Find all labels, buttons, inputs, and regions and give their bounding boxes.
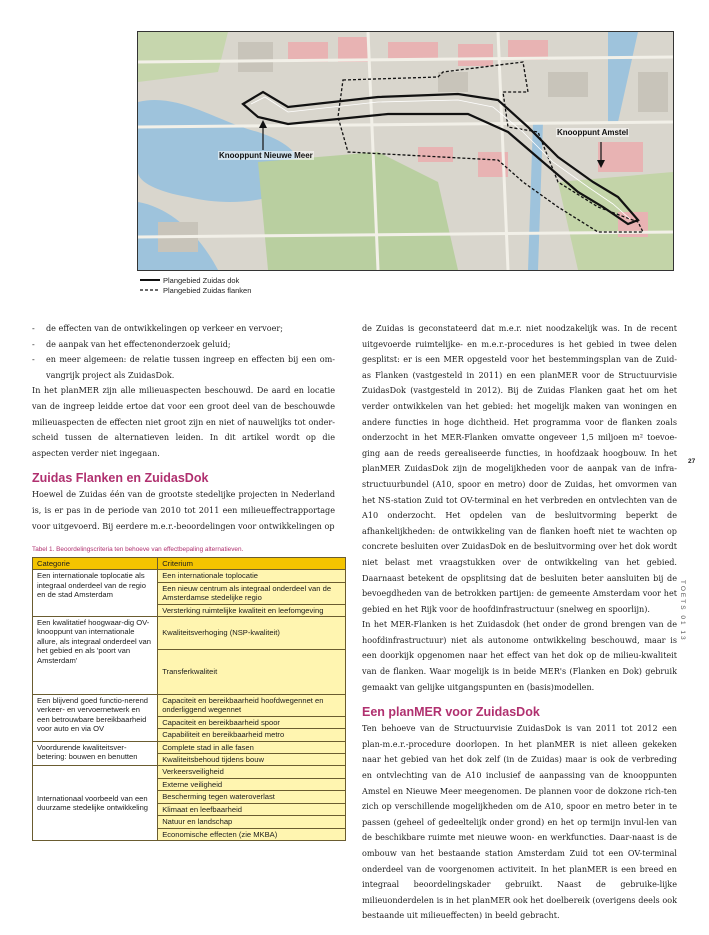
paragraph-split: de Zuidas is geconstateerd dat m.e.r. niet noodzakelijk was. In de recent uitgevoerde ruimtelijke- en m.e.r.-procedures is het gebied in twee delen gesplitst: er is een MER opgesteld voor het bestemmingsplan van de Zuid-as Flanken (vastgesteld in 2011) en een planMER voor de Structuurvisie ZuidasDok (vastgesteld in 2012). Bij de Zuidas Flanken gaat het om het verder ontwikkelen van het gebied: het mogelijk maken van woningen en andere functies in hoge dichtheid. Het programma voor de flanken zoals onderzocht in het MER-Flanken omvatte ongeveer 1,5 miljoen m² toevoe-ging aan de reeds gerealiseerde functies, in hoofdzaak hoogbouw. In het planMER ZuidasDok zijn de mogelijkheden voor de aanpak van de infra-structuurbundel (A10, spoor en metro) door de Zuidas, het omvormen van het NS-station Zuid tot OV-terminal en het verbreden en ontvlechten van de A10 onderzocht. Het opdelen van de besluitvorming beperkt de afhankelijkheden: de ontwikkeling van de flanken hoeft niet te wachten op concrete besluiten over ZuidasDok en de besluitvorming over het dok wordt niet belast met vraagstukken over de ontwikkeling van het gebied. Daarnaast betekent de opsplitsing dat de besluiten beter aansluiten bij de bevoegdheden van de betrokken partijen: de gemeente Amsterdam voor het gebied en het Rijk voor de hoofdinfrastructuur (snelweg en spoorlijn).: [362, 323, 677, 614]
table-row: [33, 617, 346, 650]
table-row: [33, 766, 346, 778]
paragraph-aspects: In het planMER zijn alle milieuaspecten beschouwd. De aard en locatie van de ingreep leidde ertoe dat voor een groot deel van de beschouwde milieuaspecten de effecten niet groot zijn en niet of nauwelijks tot onder-scheid tussen de alternatieven leiden. In dit artikel wordt op die aspecten verder niet ingegaan.: [32, 385, 335, 458]
criterion-cell: Kwaliteitsbehoud tijdens bouw: [158, 754, 346, 766]
bullet-item: - de aanpak van het effectenonderzoek geluid;: [32, 337, 335, 353]
bullet-item: - de effecten van de ontwikkelingen op verkeer en vervoer;: [32, 321, 335, 337]
bullet-item: - en meer algemeen: de relatie tussen ingreep en effecten bij een om-vangrijk project als ZuidasDok.: [32, 352, 335, 383]
criterion-cell: Capaciteit en bereikbaarheid spoor: [158, 716, 346, 728]
table-row: [33, 741, 346, 753]
solid-line-swatch: [140, 277, 160, 283]
table-header-row: [33, 558, 346, 570]
bullet-text: en meer algemeen: de relatie tussen ingreep en effecten bij een om-vangrijk project als ZuidasDok.: [46, 354, 335, 380]
criterion-cell: Kwaliteitsverhoging (NSP-kwaliteit): [158, 617, 346, 650]
dashed-line-swatch: [140, 287, 160, 293]
category-cell: Internationaal voorbeeld van een duurzame stedelijke ontwikkeling: [33, 766, 158, 840]
map-legend: [140, 275, 251, 295]
criterion-cell: Versterking ruimtelijke kwaliteit en leefomgeving: [158, 604, 346, 616]
bullet-text: de effecten van de ontwikkelingen op verkeer en vervoer;: [46, 323, 283, 333]
criterion-cell: Capabiliteit en bereikbaarheid metro: [158, 729, 346, 741]
left-column: [32, 321, 335, 534]
header-criterium: Criterium: [158, 558, 346, 570]
bullet-text: de aanpak van het effectenonderzoek geluid;: [46, 338, 231, 349]
category-cell: Een blijvend goed functio-nerend verkeer- en vervoernetwerk en een betrouwbare bereikbaarheid voor auto en via OV: [33, 695, 158, 742]
header-categorie: Categorie: [33, 558, 158, 570]
legend-item-flanken: [140, 285, 251, 295]
criterion-cell: Verkeersveiligheid: [158, 766, 346, 778]
category-cell: Voordurende kwaliteitsver-betering: bouwen en benutten: [33, 741, 158, 766]
criterion-cell: Complete stad in alle fasen: [158, 741, 346, 753]
right-column: [362, 321, 677, 924]
category-cell: Een internationale toplocatie als integraal onderdeel van de regio en de stad Amsterdam: [33, 570, 158, 617]
legend-label-dok: Plangebied Zuidas dok: [163, 275, 240, 285]
category-cell: Een kwalitatief hoogwaar-dig OV-knooppunt van internationale allure, als integraal onderdeel van het gebied en als 'poort van Amsterdam': [33, 617, 158, 695]
criterion-cell: Een internationale toplocatie: [158, 570, 346, 582]
criterion-cell: Klimaat en leefbaarheid: [158, 803, 346, 815]
heading-zuidas-flanken: Zuidas Flanken en ZuidasDok: [32, 471, 209, 486]
table-row: [33, 570, 346, 582]
label-knooppunt-nieuwe-meer: Knooppunt Nieuwe Meer: [219, 151, 313, 160]
criterion-cell: Externe veiligheid: [158, 778, 346, 790]
label-knooppunt-amstel: Knooppunt Amstel: [557, 128, 629, 137]
page-number: 27: [688, 458, 696, 465]
criterion-cell: Transferkwaliteit: [158, 650, 346, 695]
criterion-cell: Een nieuw centrum als integraal onderdeel van de Amsterdamse stedelijke regio: [158, 582, 346, 604]
running-head: TOETS 01 13: [679, 580, 686, 642]
table-caption: Tabel 1. Beoordelingscriteria ten behoeve van effectbepaling alternatieven.: [32, 546, 244, 553]
criterion-cell: Capaciteit en bereikbaarheid hoofdwegennet en onderliggend wegennet: [158, 695, 346, 717]
criterion-cell: Bescherming tegen wateroverlast: [158, 791, 346, 803]
paragraph-structuurvisie: Ten behoeve van de Structuurvisie ZuidasDok is van 2011 tot 2012 een plan-m.e.r.-procedure doorlopen. In het planMER is niet alleen gekeken naar het gebied van het dok zelf (in de Zuidas) maar is ook de verbreding en ontvlechting van de A10 inclusief de aanpassing van de knooppunten Amstel en Nieuwe Meer meegenomen. De plannen voor de dokzone rich-ten zich op verschillende mogelijkheden om de A10, spoor en metro beter in te passen (geheel of gedeeltelijk onder grond) en het op termijn invul-len van de beschikbare ruimte met nieuwe woon- en werkfuncties. Daar-naast is de ombouw van het bestaande station Amsterdam Zuid tot een OV-terminal onderdeel van de voorgenomen activiteit. In het planMER is een breed en integraal beoordelingskader gebruikt. Naast de gebruike-lijke milieuonderdelen is in het planMER ook het doelbereik (overigens deels ook bestaande uit milieueffecten) in beeld gebracht.: [362, 723, 677, 921]
criterion-cell: Economische effecten (zie MKBA): [158, 828, 346, 840]
heading-planmer-zuidasdok: Een planMER voor ZuidasDok: [362, 705, 540, 720]
paragraph-mer-flanken: In het MER-Flanken is het Zuidasdok (het onder de grond brengen van de hoofdinfrastructuur) niet als autonome ontwikkeling beschouwd, maar is een doorkijk opgenomen naar het effect van het dok op de milieu-kwaliteit van de flanken. Waar mogelijk is in beide MER's (Flanken en Dok) gebruik gemaakt van gelijke uitgangspunten en (basis)modellen.: [362, 619, 677, 692]
legend-label-flanken: Plangebied Zuidas flanken: [163, 285, 252, 295]
criteria-table: [32, 557, 346, 841]
criterion-cell: Natuur en landschap: [158, 816, 346, 828]
paragraph-zuidas: Hoewel de Zuidas één van de grootste stedelijke projecten in Nederland is, is er pas in de periode van 2010 tot 2011 een milieueffectrapportage voor uitgevoerd. Bij eerdere m.e.r.-beoordelingen voor ontwikkelingen op: [32, 489, 335, 531]
table-row: [33, 695, 346, 717]
area-map: [137, 31, 674, 271]
legend-item-dok: [140, 275, 251, 285]
